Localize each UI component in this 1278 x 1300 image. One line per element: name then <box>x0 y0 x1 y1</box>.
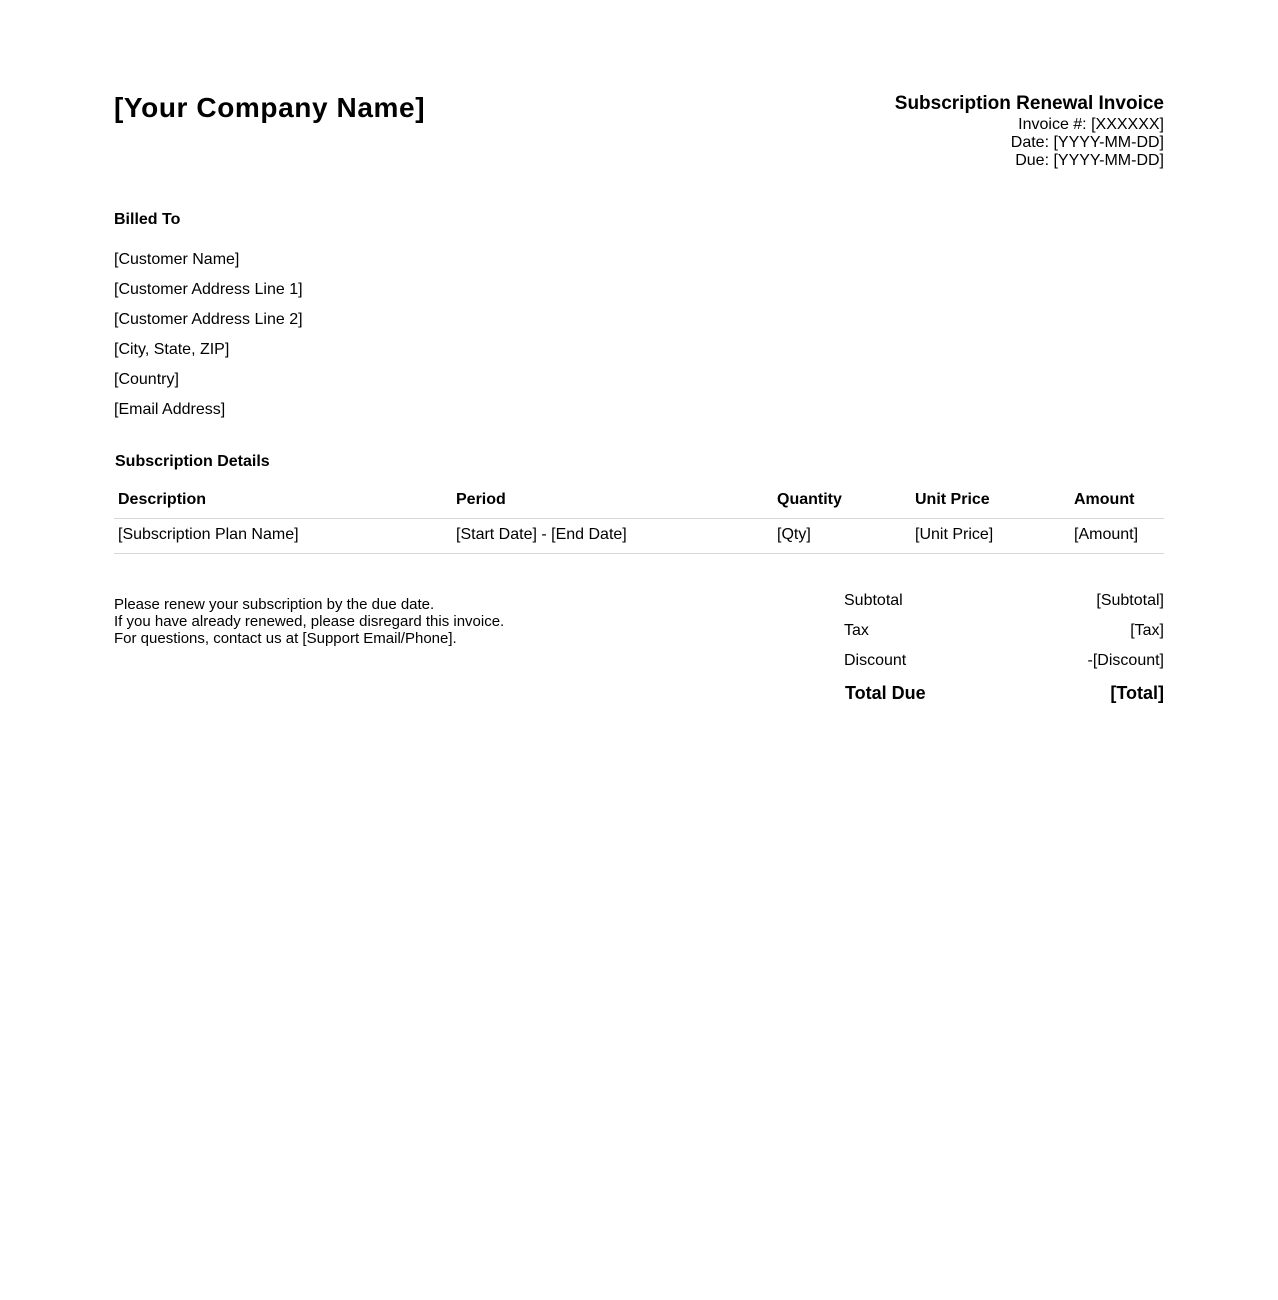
discount-label: Discount <box>844 652 907 669</box>
customer-name: [Customer Name] <box>114 251 240 268</box>
total-due-value: [Total] <box>1110 683 1164 703</box>
billed-to-heading: Billed To <box>114 211 181 228</box>
billed-to-list <box>114 245 303 425</box>
company-name: [Your Company Name] <box>114 92 426 123</box>
invoice-number: Invoice #: [XXXXXX] <box>1018 116 1164 133</box>
cell-description: [Subscription Plan Name] <box>114 519 452 554</box>
subscription-details-heading: Subscription Details <box>115 453 270 470</box>
column-header-quantity: Quantity <box>773 484 911 519</box>
subtotal-row <box>844 586 1164 616</box>
tax-label: Tax <box>844 622 869 639</box>
invoice-title: Subscription Renewal Invoice <box>894 93 1164 114</box>
note-line: If you have already renewed, please disregard this invoice. <box>114 613 505 630</box>
discount-value: -[Discount] <box>1087 652 1164 669</box>
total-due-label: Total Due <box>845 683 926 703</box>
total-due-row <box>844 676 1164 710</box>
customer-address-line-1: [Customer Address Line 1] <box>114 281 303 298</box>
customer-address-line-2: [Customer Address Line 2] <box>114 311 303 328</box>
tax-value: [Tax] <box>1130 622 1164 639</box>
customer-email: [Email Address] <box>114 401 226 418</box>
table-row <box>114 519 1164 554</box>
tax-row <box>844 616 1164 646</box>
note-line: For questions, contact us at [Support Email/Phone]. <box>114 630 457 647</box>
invoice-meta <box>895 92 1164 170</box>
totals-summary <box>844 586 1164 710</box>
discount-row <box>844 646 1164 676</box>
cell-period: [Start Date] - [End Date] <box>452 519 773 554</box>
subtotal-value: [Subtotal] <box>1096 592 1164 609</box>
column-header-unit-price: Unit Price <box>911 484 1070 519</box>
column-header-amount: Amount <box>1070 484 1164 519</box>
column-header-description: Description <box>114 484 452 519</box>
column-header-period: Period <box>452 484 773 519</box>
subtotal-label: Subtotal <box>844 592 903 609</box>
cell-amount: [Amount] <box>1070 519 1164 554</box>
table-header-row <box>114 484 1164 519</box>
cell-quantity: [Qty] <box>773 519 911 554</box>
customer-country: [Country] <box>114 371 179 388</box>
note-line: Please renew your subscription by the due date. <box>114 596 435 613</box>
invoice-notes <box>114 596 504 647</box>
subscription-details-table <box>114 484 1164 554</box>
invoice-due-date: Due: [YYYY-MM-DD] <box>1015 152 1164 169</box>
invoice-date: Date: [YYYY-MM-DD] <box>1010 134 1164 151</box>
cell-unit-price: [Unit Price] <box>911 519 1070 554</box>
customer-city-state-zip: [City, State, ZIP] <box>114 341 230 358</box>
